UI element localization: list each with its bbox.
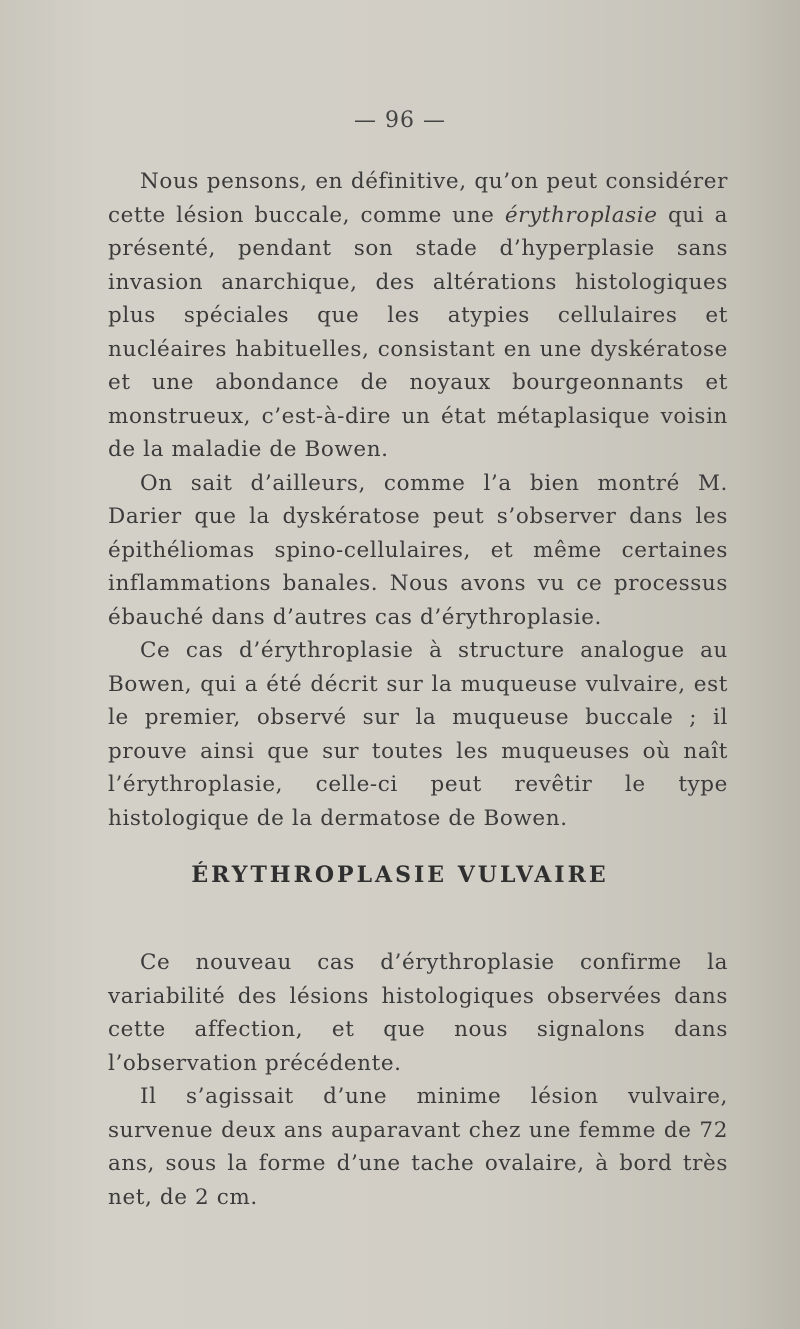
body-text-bottom	[108, 946, 728, 1214]
paragraph-1-emphasis: érythroplasie	[504, 202, 658, 228]
paragraph-5: Il s’agissait d’une minime lésion vulvaire, survenue deux ans auparavant chez une femme de 72 ans, sous la forme d’une tache ovalaire, à bord très net, de 2 cm.	[108, 1084, 728, 1210]
paragraph-1-before: Nous pensons, en définitive, qu’on peut considérer cette lésion buccale, comme une	[108, 169, 728, 228]
paragraph-2: On sait d’ailleurs, comme l’a bien montré M. Darier que la dyskératose peut s’observer dans les épithéliomas spino-cellulaires, et même certaines inflammations banales. Nous avons vu ce processus ébauché dans d’autres cas d’érythroplasie.	[108, 470, 728, 630]
body-text-top	[108, 165, 728, 835]
paragraph-3: Ce cas d’érythroplasie à structure analogue au Bowen, qui a été décrit sur la muqueuse vulvaire, est le premier, observé sur la muqueuse buccale ; il prouve ainsi que sur toutes les muqueuses où naît l’érythroplasie, celle-ci peut revêtir le type histologique de la dermatose de Bowen.	[108, 638, 728, 831]
section-heading: ÉRYTHROPLASIE VULVAIRE	[191, 862, 609, 888]
page-number: — 96 —	[354, 108, 446, 133]
paragraph-4: Ce nouveau cas d’érythroplasie confirme la variabilité des lésions histologiques observées dans cette affection, et que nous signalons dans l’observation précédente.	[108, 950, 728, 1076]
paragraph-1	[108, 165, 728, 467]
paragraph-1-after: qui a présenté, pendant son stade d’hyperplasie sans invasion anarchique, des altérations histologiques plus spéciales que les atypies cellulaires et nucléaires habituelles, consistant en une dyskératose et une abondance de noyaux bourgeonnants et monstrueux, c’est-à-dire un état métaplasique voisin de la maladie de Bowen.	[108, 202, 728, 462]
